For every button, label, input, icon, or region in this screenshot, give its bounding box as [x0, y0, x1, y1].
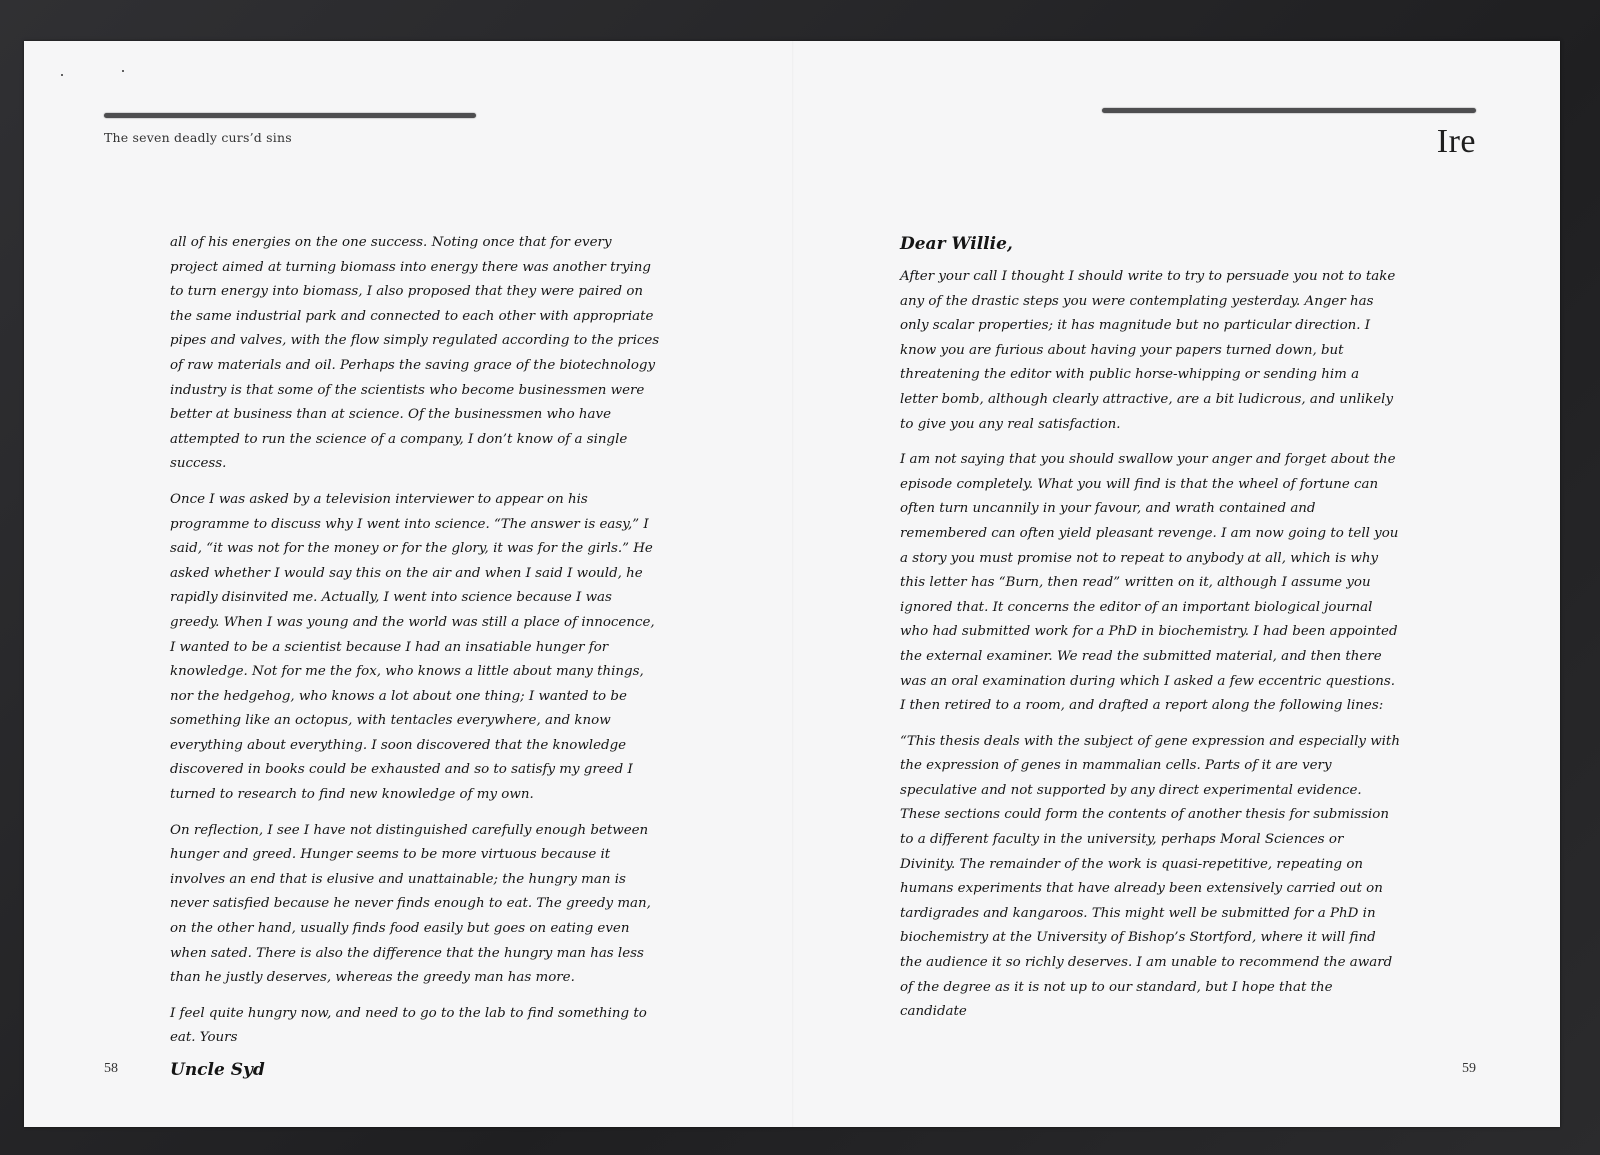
speck — [61, 74, 63, 76]
header-rule-left — [104, 113, 476, 118]
signature: Uncle Syd — [170, 1060, 265, 1080]
right-page-text — [900, 231, 1400, 1036]
paragraph: I feel quite hungry now, and need to go to the lab to find something to eat. Yours — [170, 1005, 647, 1046]
paragraph: all of his energies on the one success. Noting once that for every project aimed at turning biomass into energy there was another trying to turn energy into biomass, I also proposed that they were paired on the same industrial park and connected to each other with appropriate pipes and valves, with the flow simply regulated according to the prices of raw materials and oil. Perhaps the saving grace of the biotechnology industry is that some of the scientists who become businessmen were better at business than at science. Of the businessmen who have attempted to run the science of a company, I don’t know of a single success. — [170, 235, 660, 472]
section-title: Ire — [1436, 123, 1476, 160]
paragraph: After your call I thought I should write to try to persuade you not to take any of the drastic steps you were contemplating yesterday. Anger has only scalar properties; it has magnitude but no particular direction. I know you are furious about having your papers turned down, but threatening the editor with public horse-whipping or sending him a letter bomb, although clearly attractive, are a bit ludicrous, and unlikely to give you any real satisfaction. — [900, 269, 1396, 432]
paragraph: Once I was asked by a television interviewer to appear on his programme to discuss why I went into science. “The answer is easy,” I said, “it was not for the money or for the glory, it was for the girls.” He asked whether I would say this on the air and when I said I would, he rapidly disinvited me. Actually, I went into science because I was greedy. When I was young and the world was still a place of innocence, I wanted to be a scientist because I had an insatiable hunger for knowledge. Not for me the fox, who knows a little about many things, nor the hedgehog, who knows a lot about one thing; I wanted to be something like an octopus, with tentacles everywhere, and know everything about everything. I soon discovered that the knowledge discovered in books could be exhausted and so to satisfy my greed I turned to research to find new knowledge of my own. — [170, 491, 655, 803]
page-number-right: 59 — [1462, 1061, 1476, 1076]
paragraph: I am not saying that you should swallow your anger and forget about the episode completely. What you will find is that the wheel of fortune can often turn uncannily in your favour, and wrath contained and remembered can often yield pleasant revenge. I am now going to tell you a story you must promise not to repeat to anybody at all, which is why this letter has “Burn, then read” written on it, although I assume you ignored that. It concerns the editor of an important biological journal who had submitted work for a PhD in biochemistry. I had been appointed the external examiner. We read the submitted material, and then there was an oral examination during which I asked a few eccentric questions. I then retired to a room, and drafted a report along the following lines: — [900, 452, 1399, 714]
left-page-text — [170, 231, 660, 1083]
book-spread — [24, 41, 1560, 1127]
page-gutter — [792, 41, 794, 1127]
paragraph: On reflection, I see I have not distinguished carefully enough between hunger and greed. Hunger seems to be more virtuous because it involves an end that is elusive and unattainable; the hungry man is never satisfied because he never finds enough to eat. The greedy man, on the other hand, usually finds food easily but goes on eating even when sated. There is also the difference that the hungry man has less than he justly deserves, whereas the greedy man has more. — [170, 822, 651, 986]
salutation: Dear Willie, — [900, 234, 1013, 254]
speck — [122, 70, 124, 72]
page-number-left: 58 — [104, 1061, 118, 1076]
paragraph: “This thesis deals with the subject of gene expression and especially with the expression of genes in mammalian cells. Parts of it are very speculative and not supported by any direct experimental evidence. These sections could form the contents of another thesis for submission to a different faculty in the university, perhaps Moral Sciences or Divinity. The remainder of the work is quasi-repetitive, repeating on humans experiments that have already been extensively carried out on tardigrades and kangaroos. This might well be submitted for a PhD in biochemistry at the University of Bishop’s Stortford, where it will find the audience it so richly deserves. I am unable to recommend the award of the degree as it is not up to our standard, but I hope that the candidate — [900, 733, 1400, 1020]
header-rule-right — [1102, 108, 1476, 113]
running-title: The seven deadly curs’d sins — [104, 130, 292, 145]
